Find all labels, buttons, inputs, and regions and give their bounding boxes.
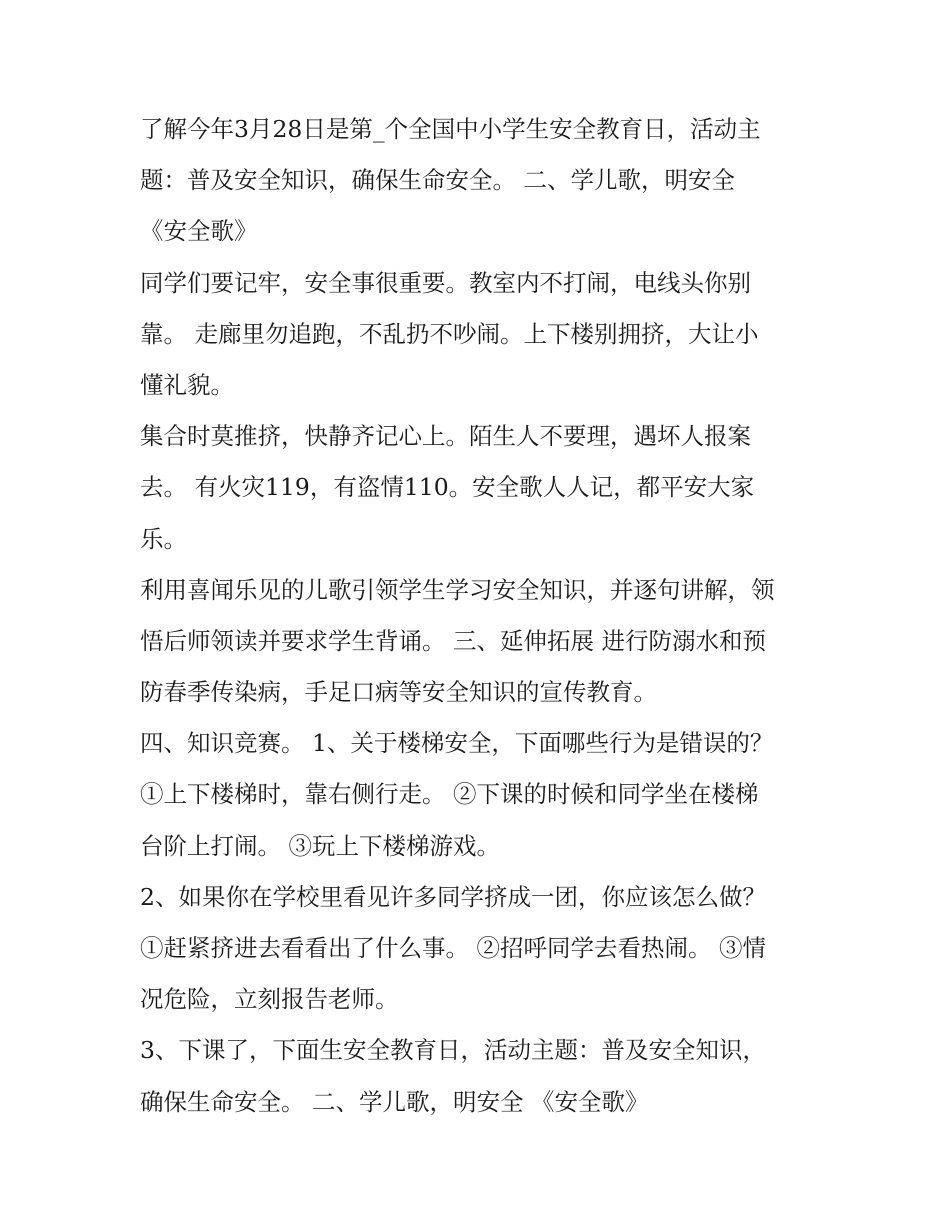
text-line: 台阶上打闹。 ③玩上下楼梯游戏。	[140, 831, 500, 860]
text-line: 同学们要记牢，安全事很重要。教室内不打闹，电线头你别	[140, 268, 751, 297]
text-line: 了解今年3月28日是第_个全国中小学生安全教育日，活动主	[140, 115, 761, 143]
text-line: 《安全歌》	[140, 217, 258, 246]
text-line: 集合时莫推挤，快静齐记心上。陌生人不要理，遇坏人报案	[140, 422, 751, 451]
text-line: 3、下课了，下面生安全教育日，活动主题：普及安全知识，	[140, 1036, 766, 1065]
text-line: ①上下楼梯时，靠右侧行走。 ②下课的时候和同学坐在楼梯	[140, 780, 759, 809]
text-line: 四、知识竞赛。 1、关于楼梯安全，下面哪些行为是错误的？	[140, 729, 774, 758]
document-body	[140, 104, 830, 1128]
text-line: 况危险，立刻报告老师。	[140, 985, 399, 1014]
text-line: 利用喜闻乐见的儿歌引领学生学习安全知识，并逐句讲解，领	[140, 575, 775, 604]
text-line: 确保生命安全。 二、学儿歌，明安全 《安全歌》	[140, 1087, 649, 1116]
text-line: ①赶紧挤进去看看出了什么事。 ②招呼同学去看热闹。 ③情	[140, 934, 766, 962]
text-line: 题：普及安全知识，确保生命安全。 二、学儿歌，明安全	[140, 166, 735, 195]
text-line: 懂礼貌。	[140, 370, 234, 399]
text-line: 悟后师领读并要求学生背诵。 三、延伸拓展 进行防溺水和预	[140, 626, 766, 655]
text-line: 乐。	[140, 524, 187, 553]
text-line: 防春季传染病，手足口病等安全知识的宣传教育。	[140, 678, 657, 707]
text-line: 去。 有火灾119，有盗情110。安全歌人人记，都平安大家	[140, 473, 755, 502]
text-line: 靠。 走廊里勿追跑，不乱扔不吵闹。上下楼别拥挤，大让小	[140, 319, 759, 348]
text-line: 2、如果你在学校里看见许多同学挤成一团，你应该怎么做？	[140, 882, 766, 911]
